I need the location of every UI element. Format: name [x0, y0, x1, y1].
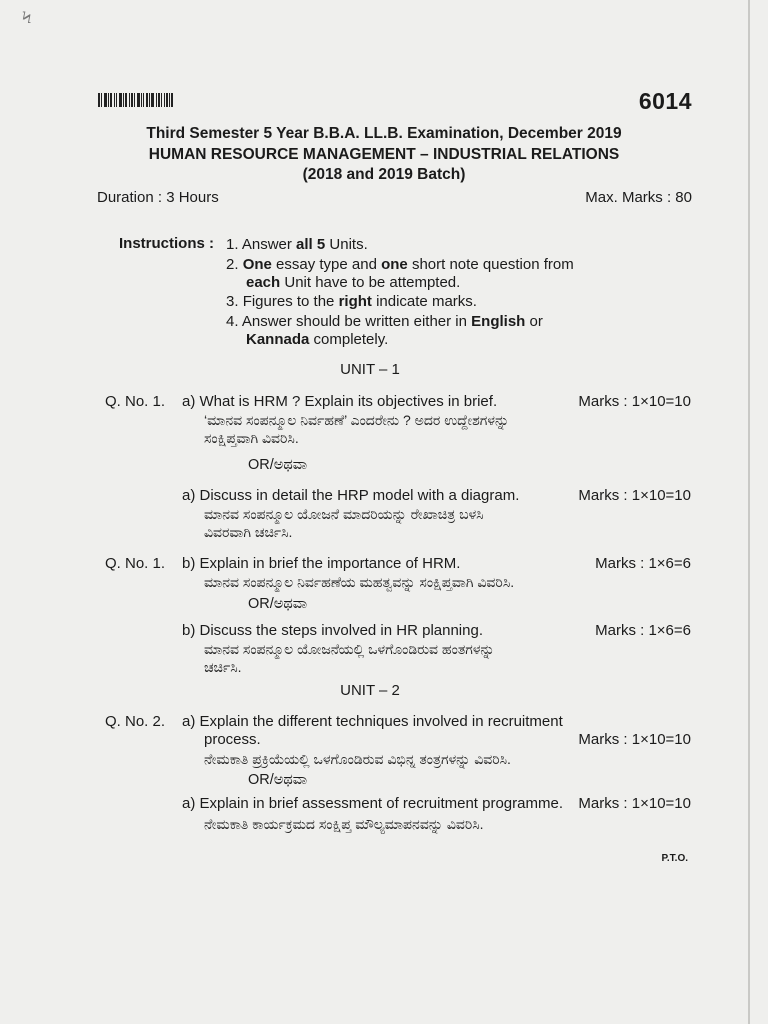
instruction-item-continuation: Kannada completely. — [246, 331, 389, 348]
instruction-item: 4. Answer should be written either in English or — [226, 313, 543, 330]
question-marks: Marks : 1×10=10 — [578, 795, 691, 812]
question-number: Q. No. 1. — [105, 555, 166, 572]
question-kannada-text: ಸಂಕ್ಷಿಪ್ತವಾಗಿ ವಿವರಿಸಿ. — [204, 430, 299, 446]
question-kannada-text: ಮಾನವ ಸಂಪನ್ಮೂಲ ಯೋಜನೆ ಮಾದರಿಯನ್ನು ರೇಖಾಚಿತ್ರ ಬಳಸಿ — [204, 506, 484, 522]
barcode-icon — [98, 93, 180, 107]
or-separator: OR/ಅಥವಾ — [248, 457, 308, 473]
question-text-continuation: process. — [204, 731, 261, 748]
question-marks: Marks : 1×10=10 — [578, 393, 691, 410]
question-number: Q. No. 2. — [105, 713, 166, 730]
max-marks-text: Max. Marks : 80 — [585, 189, 692, 206]
question-text: a) Discuss in detail the HRP model with a diagram. — [182, 487, 520, 504]
instruction-item: 3. Figures to the right indicate marks. — [226, 293, 477, 310]
question-kannada-text: ನೇಮಕಾತಿ ಕಾರ್ಯಕ್ರಮದ ಸಂಕ್ಷಿಪ್ತ ಮೌಲ್ಯಮಾಪನವನ್ನು ವಿವರಿಸಿ. — [204, 816, 484, 832]
question-marks: Marks : 1×6=6 — [595, 555, 691, 572]
question-number: Q. No. 1. — [105, 393, 166, 410]
instruction-item: 2. One essay type and one short note question from — [226, 256, 574, 273]
duration-text: Duration : 3 Hours — [97, 189, 219, 206]
page-turn-note: P.T.O. — [661, 853, 688, 864]
instructions-label: Instructions : — [119, 235, 215, 252]
question-kannada-text: ಚರ್ಚಿಸಿ. — [204, 659, 242, 675]
question-kannada-text: ಮಾನವ ಸಂಪನ್ಮೂಲ ಯೋಜನೆಯಲ್ಲಿ ಒಳಗೊಂಡಿರುವ ಹಂತಗಳನ್ನು — [204, 641, 495, 657]
instruction-item: 1. Answer all 5 Units. — [226, 236, 368, 253]
question-text: a) What is HRM ? Explain its objectives in brief. — [182, 393, 498, 410]
unit-heading: UNIT – 1 — [340, 361, 400, 378]
question-kannada-text: ಮಾನವ ಸಂಪನ್ಮೂಲ ನಿರ್ವಹಣೆಯ ಮಹತ್ವವನ್ನು ಸಂಕ್ಷಿಪ್ತವಾಗಿ ವಿವರಿಸಿ. — [204, 574, 515, 590]
or-separator: OR/ಅಥವಾ — [248, 596, 308, 612]
corner-handwritten-mark: Ϟ — [22, 8, 32, 27]
question-text: b) Discuss the steps involved in HR planning. — [182, 622, 483, 639]
question-kannada-text: ನೇಮಕಾತಿ ಪ್ರಕ್ರಿಯೆಯಲ್ಲಿ ಒಳಗೊಂಡಿರುವ ವಿಭಿನ್ನ ತಂತ್ರಗಳನ್ನು ವಿವರಿಸಿ. — [204, 751, 511, 767]
paper-code: 6014 — [638, 88, 692, 114]
subject-title: HUMAN RESOURCE MANAGEMENT – INDUSTRIAL RELATIONS — [148, 146, 620, 163]
question-marks: Marks : 1×10=10 — [578, 487, 691, 504]
batch-title: (2018 and 2019 Batch) — [302, 166, 466, 183]
question-text: b) Explain in brief the importance of HRM. — [182, 555, 461, 572]
question-kannada-text: ವಿವರವಾಗಿ ಚರ್ಚಿಸಿ. — [204, 524, 293, 540]
question-marks: Marks : 1×6=6 — [595, 622, 691, 639]
question-kannada-text: ‘ಮಾನವ ಸಂಪನ್ಮೂಲ ನಿರ್ವಹಣೆ’ ಎಂದರೇನು ? ಅದರ ಉದ್ದೇಶಗಳನ್ನು — [204, 412, 510, 428]
exam-title: Third Semester 5 Year B.B.A. LL.B. Examination, December 2019 — [146, 125, 622, 142]
instruction-item-continuation: each Unit have to be attempted. — [246, 274, 461, 291]
question-text: a) Explain in brief assessment of recruitment programme. — [182, 795, 563, 812]
question-marks: Marks : 1×10=10 — [578, 731, 691, 748]
question-text: a) Explain the different techniques involved in recruitment — [182, 713, 563, 730]
or-separator: OR/ಅಥವಾ — [248, 772, 308, 788]
unit-heading: UNIT – 2 — [340, 682, 400, 699]
